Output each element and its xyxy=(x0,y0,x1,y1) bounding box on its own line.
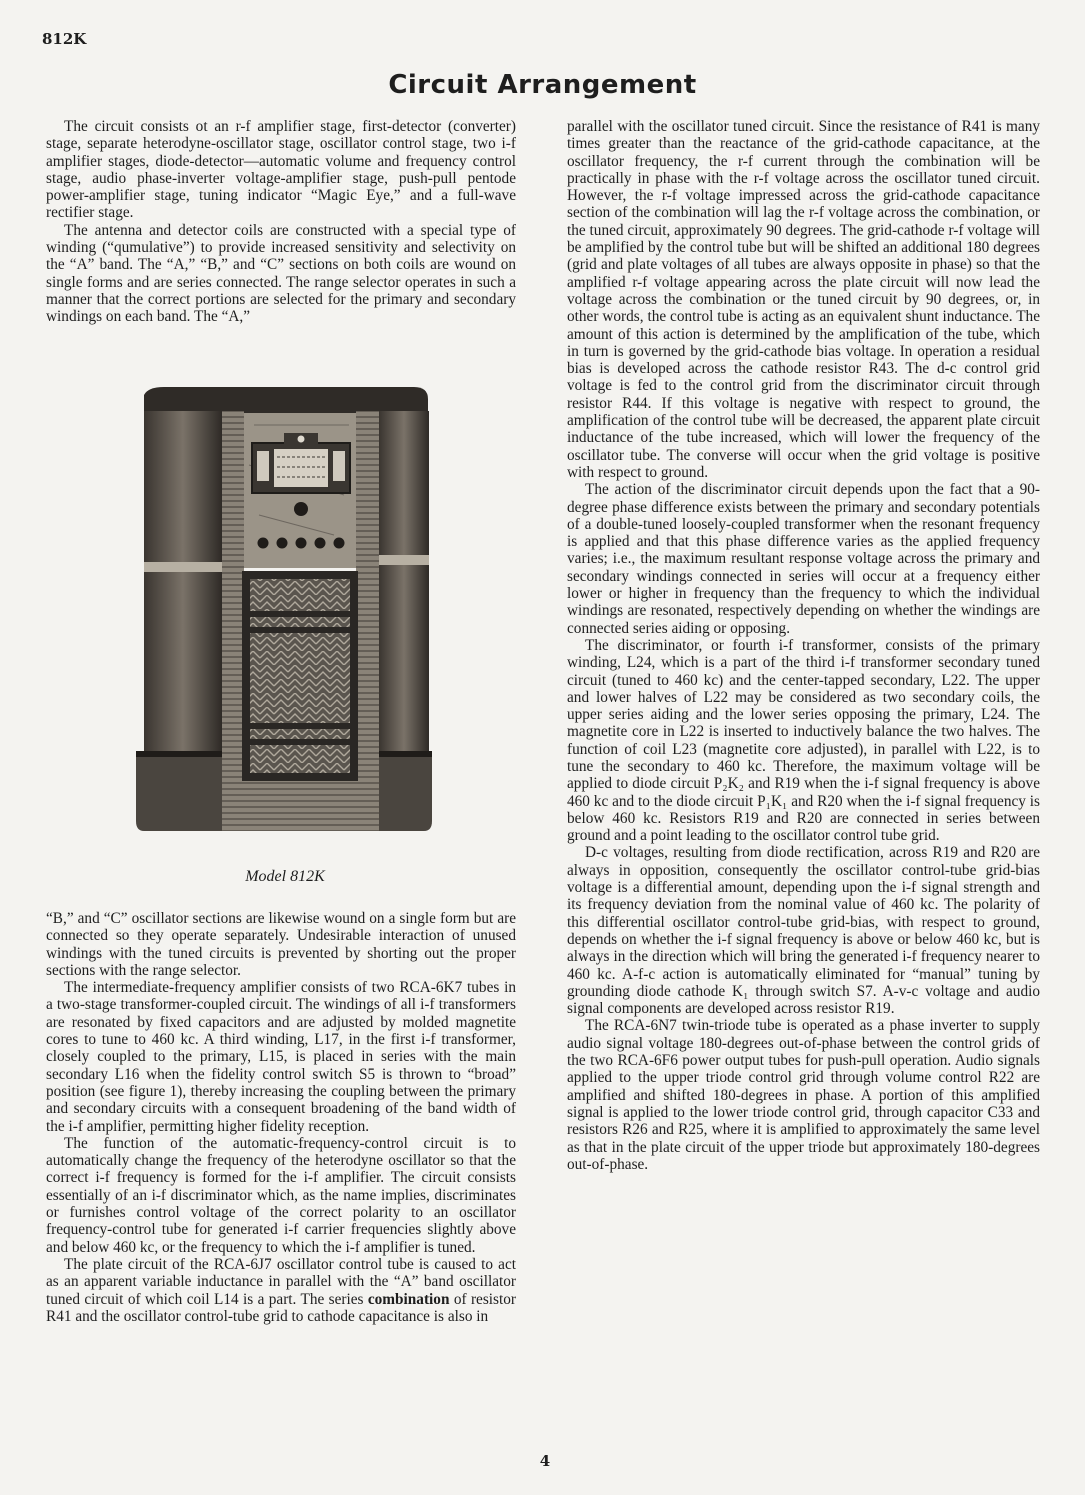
right-column xyxy=(567,118,1040,1173)
left-column-top xyxy=(46,118,516,326)
paragraph-continuation: “B,” and “C” oscillator sections are likewise wound on a single form but are connected so they operate separately. Undesirable interaction of unused windings with the tuned circuits is prevented by shorting out the proper sections with the range selector. xyxy=(46,910,516,979)
paragraph xyxy=(46,1256,516,1325)
paragraph: The function of the automatic-frequency-control circuit is to automatically change the frequency of the heterodyne oscillator so that the correct i-f frequency is formed for the i-f amplifier. The circuit consists essentially of an i-f discriminator which, as the name implies, discriminates or furnishes control voltage of the correct polarity to an oscillator frequency-control tube for generated i-f carrier frequencies slightly above and below 460 kc, or the frequency to which the i-f amplifier is tuned. xyxy=(46,1134,516,1256)
page-number: 4 xyxy=(539,1452,551,1470)
bold-term: combination xyxy=(367,1290,450,1308)
model-number-header: 812K xyxy=(42,30,87,48)
paragraph: The RCA-6N7 twin-triode tube is operated as a phase inverter to supply audio signal voltage 180-degrees out-of-phase between the control grids of the two RCA-6F6 power output tubes for push-pull operation. Audio signals applied to the upper triode control grid through volume control R22 are amplified and shifted 180-degrees in phase. A portion of this amplified signal is applied to the lower triode control grid, through capacitor C33 and resistors R26 and R25, where it is amplified to approximately the same level as that in the plate circuit of the upper triode but approximately 180-degrees out-of-phase. xyxy=(567,1017,1040,1173)
paragraph: The circuit consists ot an r-f amplifier stage, first-detector (converter) stage, separate heterodyne-oscillator stage, oscillator control stage, two i-f amplifier stages, diode-detector—automatic volume and frequency control stage, audio phase-inverter voltage-amplifier stage, push-pull pentode power-amplifier stage, tuning indicator “Magic Eye,” and a full-wave rectifier stage. xyxy=(46,118,516,222)
paragraph-continuation: parallel with the oscillator tuned circuit. Since the resistance of R41 is many times greater than the reactance of the grid-cathode capacitance, at the oscillator frequency, the r-f current through the combination will be practically in phase with the r-f voltage across the oscillator tuned circuit. However, the r-f voltage impressed across the grid-cathode capacitance section of the combination will lag the r-f voltage across the combination, or the tuned circuit, approximately 90 degrees. The grid-cathode r-f voltage will be amplified by the control tube but will be shifted an additional 180 degrees (grid and plate voltages of all tubes are always opposite in phase) so that the amplified r-f voltage appearing across the plate circuit will now lead the voltage across the combination or the tuned circuit by 90 degrees, or, in other words, the control tube is acting as an equivalent shunt inductance. The amount of this action is determined by the amplification of the tube, which in turn is governed by the grid-cathode bias voltage. In operation a residual bias is developed across the cathode resistor R43. The d-c control grid voltage is fed to the control grid from the discriminator circuit through resistor R44. If this voltage is negative with respect to ground, the amplification of the control tube will be decreased, the apparent plate circuit inductance of the tube increased, which will lower the frequency of the oscillator tube. The converse will occur when the grid voltage is positive with respect to ground. xyxy=(567,118,1040,481)
paragraph: The intermediate-frequency amplifier consists of two RCA-6K7 tubes in a two-stage transformer-coupled circuit. The windings of all i-f transformers are resonated by fixed capacitors and are adjusted by molded magnetite cores to tune to 460 kc. A third winding, L17, in the first i-f transformer, closely coupled to the primary, L15, is placed in series with the main secondary L16 when the fidelity control switch S5 is thrown to “broad” position (see figure 1), thereby increasing the coupling between the primary and secondary circuits with a consequent broadening of the band width of the i-f amplifier, permitting higher fidelity reception. xyxy=(46,979,516,1135)
figure-caption: Model 812K xyxy=(245,868,325,885)
left-column-bottom xyxy=(46,910,516,1325)
paragraph: The discriminator, or fourth i-f transformer, consists of the primary winding, L24, which is a part of the third i-f transformer secondary tuned circuit (tuned to 460 kc) and the center-tapped secondary, L22. The upper and lower halves of L22 may be considered as two secondary coils, the upper series aiding and the lower series opposing the primary, L24. The magnetite core in L22 is inserted to inductively balance the two halves. The function of coil L23 (magnetite core adjusted), in parallel with L22, is to tune the secondary to 460 kc. Therefore, the maximum voltage will be applied to diode circuit P₂K₂ and R19 when the i-f signal frequency is above 460 kc and to the diode circuit P₁K₁ and R20 when the i-f signal frequency is below 460 kc. Resistors R19 and R20 are connected in series between ground and a point leading to the oscillator control tube grid. xyxy=(567,636,1040,845)
paragraph: The action of the discriminator circuit depends upon the fact that a 90-degree phase difference exists between the primary and secondary potentials of a double-tuned loosely-coupled transformer when the resonant frequency is applied and that this phase difference varies as the applied frequency varies; i.e., the maximum resultant response voltage across the primary and secondary windings connected in series will occur at a frequency either lower or higher in frequency than the frequency to which the individual windings are resonated, respectively depending on whether the windings are connected series aiding or opposing. xyxy=(567,481,1040,637)
text-span: of resistor R41 and the oscillator control-tube grid to cathode capacitance is also in xyxy=(46,1290,516,1325)
text-span: The plate circuit of the RCA-6J7 oscillator control tube is caused to act as an apparent variable inductance in parallel with the “A” band oscillator tuned circuit of which coil L14 is a part. The series xyxy=(46,1255,516,1308)
page-title: Circuit Arrangement xyxy=(388,70,697,100)
console-radio-image xyxy=(134,385,434,841)
paragraph: The antenna and detector coils are constructed with a special type of winding (“qumulative”) to provide increased sensitivity and selectivity on the “A” band. The “A,” “B,” and “C” sections on both coils are wound on single forms and are series connected. The range selector operates in such a manner that the correct portions are selected for the primary and secondary windings on each band. The “A,” xyxy=(46,221,516,326)
paragraph: D-c voltages, resulting from diode rectification, across R19 and R20 are always in opposition, consequently the oscillator control-tube grid-bias voltage is a differential amount, depending upon the i-f signal strength and its frequency deviation from the nominal value of 460 kc. The polarity of this differential oscillator control-tube grid-bias, with respect to ground, depends on whether the i-f signal frequency is above or below 460 kc, but is always in the direction which will bring the generated i-f frequency nearer to 460 kc. A-f-c action is automatically eliminated for “manual” tuning by grounding diode cathode K₁ through switch S7. A-v-c voltage and audio signal components are developed across resistor R19. xyxy=(567,844,1040,1018)
radio-cabinet-photo xyxy=(134,385,434,841)
